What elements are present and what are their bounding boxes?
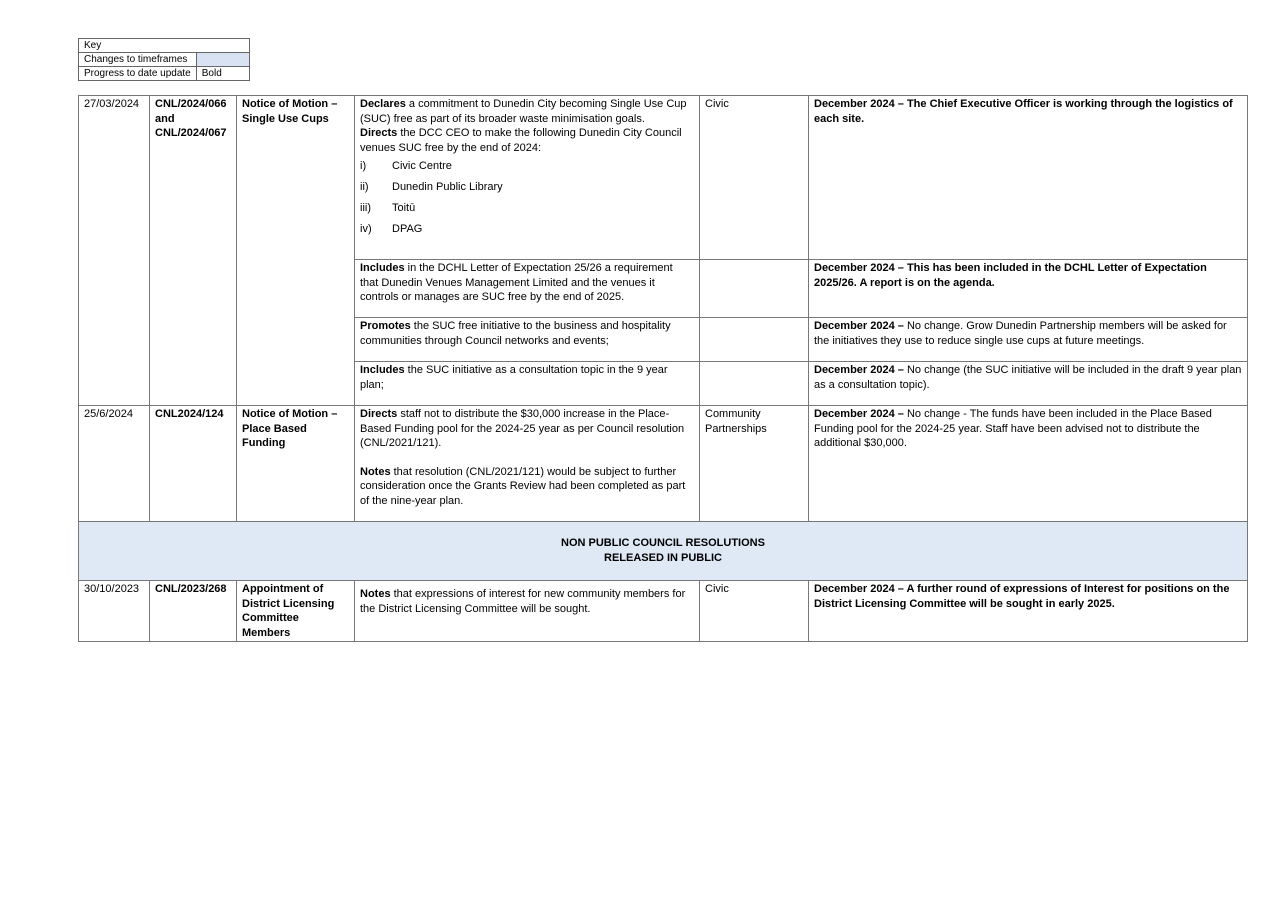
list-item: iv) DPAG (360, 223, 423, 235)
date-cell: 27/03/2024 (79, 96, 150, 406)
ref-cell: CNL/2023/268 (150, 581, 237, 642)
key-title: Key (79, 39, 250, 53)
update-cell: December 2024 – The Chief Executive Officer is working through the logistics of each site. (809, 96, 1248, 260)
ref-cell: CNL2024/124 (150, 406, 237, 522)
table-row (79, 581, 1248, 642)
venue-list (360, 159, 694, 243)
key-label-progress: Progress to date update (79, 67, 197, 81)
resolution-cell: Directs staff not to distribute the $30,000 increase in the Place-Based Funding pool for the 2024-25 year as per Council resolution (CNL/2021/121). Notes that resolution (CNL/2021/121) would be subject to further consideration once the Grants Review had been completed as part of the nine-year plan. (355, 406, 700, 522)
resolution-lead: Directs (360, 127, 398, 139)
key-label-timeframes: Changes to timeframes (79, 53, 197, 67)
table-row (79, 406, 1248, 522)
table-row (79, 96, 1248, 260)
resolution-cell (355, 96, 700, 260)
section-header-row (79, 522, 1248, 581)
ref-cell: CNL/2024/066 and CNL/2024/067 (150, 96, 237, 406)
title-cell: Notice of Motion – Single Use Cups (237, 96, 355, 406)
list-item: i) Civic Centre (360, 160, 452, 172)
update-cell: December 2024 – No change. Grow Dunedin Partnership members will be asked for the initiatives they use to reduce single use cups at future meetings. (809, 318, 1248, 362)
section-title-line2: RELEASED IN PUBLIC (604, 552, 722, 564)
resolution-cell: Includes in the DCHL Letter of Expectation 25/26 a requirement that Dunedin Venues Management Limited and the venues it controls or manages are SUC free by the end of 2025. (355, 260, 700, 318)
group-cell (700, 260, 809, 318)
key-swatch-timeframes (196, 53, 249, 67)
resolution-cell: Promotes the SUC free initiative to the business and hospitality communities through Council networks and events; (355, 318, 700, 362)
list-item: iii) Toitū (360, 202, 416, 214)
update-cell: December 2024 – This has been included in the DCHL Letter of Expectation 2025/26. A report is on the agenda. (809, 260, 1248, 318)
date-cell: 25/6/2024 (79, 406, 150, 522)
group-cell: Community Partnerships (700, 406, 809, 522)
key-value-progress: Bold (196, 67, 249, 81)
resolution-lead: Declares (360, 98, 406, 110)
key-table (78, 38, 250, 81)
group-cell: Civic (700, 581, 809, 642)
resolution-cell: Includes the SUC initiative as a consultation topic in the 9 year plan; (355, 362, 700, 406)
update-cell: December 2024 – No change - The funds have been included in the Place Based Funding pool for the 2024-25 year. Staff have been advised not to distribute the additional $30,000. (809, 406, 1248, 522)
title-cell: Appointment of District Licensing Committee Members (237, 581, 355, 642)
resolution-cell: Notes that expressions of interest for new community members for the District Licensing Committee will be sought. (355, 581, 700, 642)
section-header (79, 522, 1248, 581)
section-title-line1: NON PUBLIC COUNCIL RESOLUTIONS (561, 537, 765, 549)
update-cell: December 2024 – A further round of expressions of Interest for positions on the District Licensing Committee will be sought in early 2025. (809, 581, 1248, 642)
group-cell (700, 318, 809, 362)
list-item: ii) Dunedin Public Library (360, 181, 503, 193)
update-cell: December 2024 – No change (the SUC initiative will be included in the draft 9 year plan as a consultation topic). (809, 362, 1248, 406)
resolution-text: a commitment to Dunedin City becoming Single Use Cup (SUC) free as part of its broader waste minimisation goals. (360, 98, 687, 125)
resolution-text: the DCC CEO to make the following Dunedin City Council venues SUC free by the end of 2024: (360, 127, 682, 154)
group-cell: Civic (700, 96, 809, 260)
date-cell: 30/10/2023 (79, 581, 150, 642)
group-cell (700, 362, 809, 406)
resolutions-table (78, 95, 1248, 642)
title-cell: Notice of Motion – Place Based Funding (237, 406, 355, 522)
